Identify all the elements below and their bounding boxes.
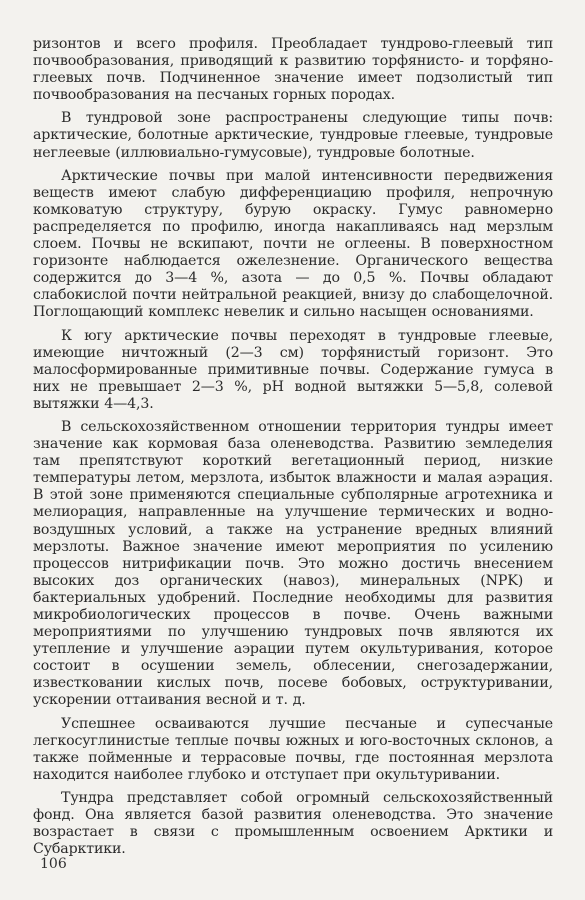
paragraph-1: ризонтов и всего профиля. Преобладает тундрово-глеевый тип почвообразования, приводящий к развитию торфянисто- и торфяно-глеевых почв. Подчиненное значение имеет подзолистый тип почвообразования на песчаных горных породах.	[33, 36, 553, 104]
paragraph-4: К югу арктические почвы переходят в тундровые глеевые, имеющие ничтожный (2—3 см) торфянистый горизонт. Это малосформированные примитивные почвы. Содержание гумуса в них не превышает 2—3 %, pH водной вытяжки 5—5,8, солевой вытяжки 4—4,3.	[33, 327, 553, 412]
page-body	[33, 36, 553, 864]
page-number: 106	[40, 856, 67, 872]
paragraph-5: В сельскохозяйственном отношении территория тундры имеет значение как кормовая база оленеводства. Развитию земледелия там препятствуют короткий вегетационный период, низкие температуры летом, мерзлота, избыток влажности и малая аэрация. В этой зоне применяются специальные субполярные агротехника и мелиорация, направленные на улучшение термических и водно-воздушных условий, а также на устранение вредных влияний мерзлоты. Важное значение имеют мероприятия по усилению процессов нитрификации почв. Это можно достичь внесением высоких доз органических (навоз), минеральных (NPK) и бактериальных удобрений. Последние необходимы для развития микробиологических процессов в почве. Очень важными мероприятиями по улучшению тундровых почв являются их утепление и улучшение аэрации путем окультуривания, которое состоит в осушении земель, облесении, снегозадержании, известковании кислых почв, посеве бобовых, оструктуривании, ускорении оттаивания весной и т. д.	[33, 418, 553, 709]
paragraph-6: Успешнее осваиваются лучшие песчаные и супесчаные легкосуглинистые теплые почвы южных и юго-восточных склонов, а также пойменные и террасовые почвы, где постоянная мерзлота находится наиболее глубоко и отступает при окультуривании.	[33, 715, 553, 783]
paragraph-3: Арктические почвы при малой интенсивности передвижения веществ имеют слабую дифференциацию профиля, непрочную комковатую структуру, бурую окраску. Гумус равномерно распределяется по профилю, иногда накапливаясь над мерзлым слоем. Почвы не вскипают, почти не оглеены. В поверхностном горизонте наблюдается ожелезнение. Органического вещества содержится до 3—4 %, азота — до 0,5 %. Почвы обладают слабокислой почти нейтральной реакцией, внизу до слабощелочной. Поглощающий комплекс невелик и сильно насыщен основаниями.	[33, 167, 553, 321]
paragraph-2: В тундровой зоне распространены следующие типы почв: арктические, болотные арктические, тундровые глеевые, тундровые неглеевые (иллювиально-гумусовые), тундровые болотные.	[33, 110, 553, 161]
paragraph-7: Тундра представляет собой огромный сельскохозяйственный фонд. Она является базой развития оленеводства. Это значение возрастает в связи с промышленным освоением Арктики и Субарктики.	[33, 789, 553, 858]
